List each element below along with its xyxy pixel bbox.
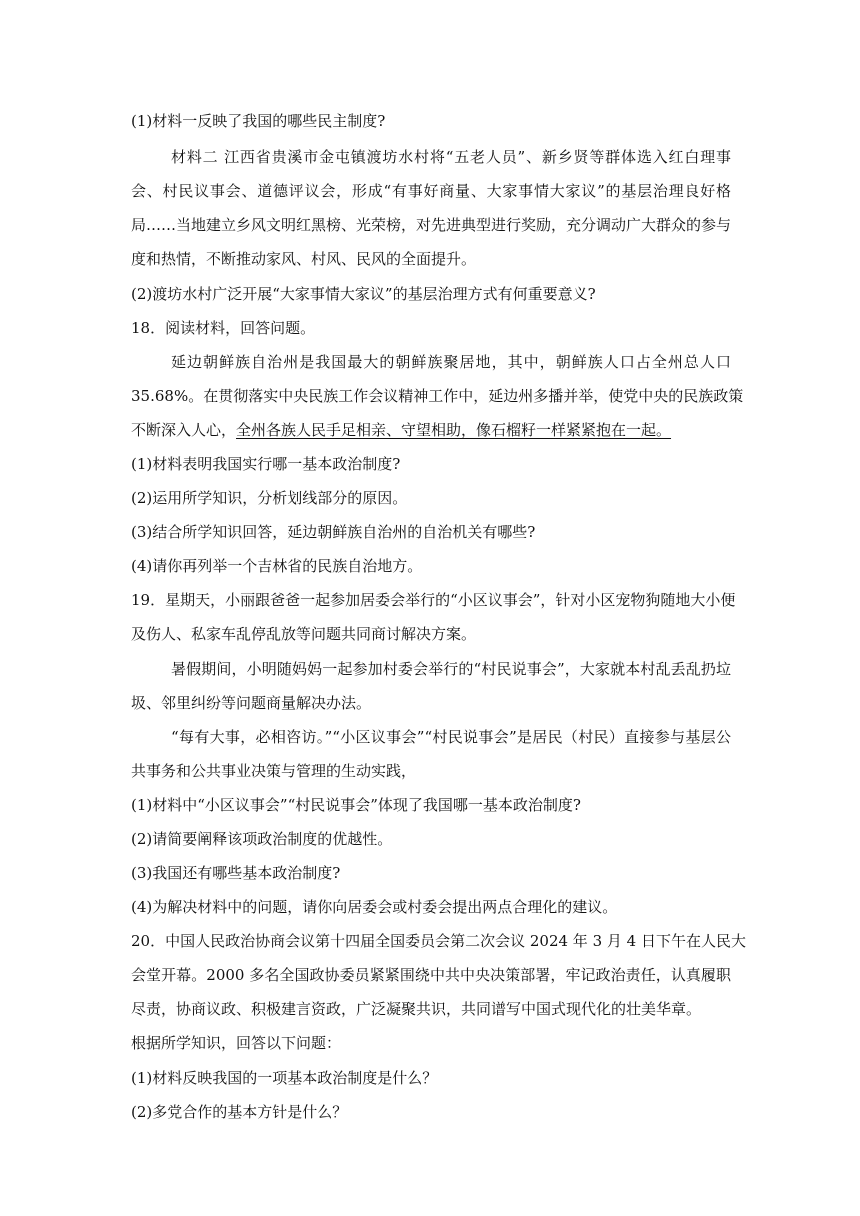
q18-material-line-2: 35.68%。在贯彻落实中央民族工作会议精神工作中，延边州多播并举，使党中央的民族政策	[131, 387, 744, 405]
q18-sub1: (1)材料表明我国实行哪一基本政治制度?	[131, 455, 401, 473]
q18-sub2: (2)运用所学知识，分析划线部分的原因。	[131, 489, 408, 507]
q17-sub2: (2)渡坊水村广泛开展“大家事情大家议”的基层治理方式有何重要意义?	[131, 285, 596, 303]
q20-instruction: 根据所学知识，回答以下问题：	[131, 1034, 342, 1052]
q19-sub3: (3)我国还有哪些基本政治制度?	[131, 864, 341, 882]
material-2-line-3: 局……当地建立乡风文明红黑榜、光荣榜，对先进典型进行奖励，充分调动广大群众的参与	[131, 216, 732, 234]
q20-sub2: (2)多党合作的基本方针是什么？	[131, 1103, 348, 1121]
q18-sub3: (3)结合所学知识回答，延边朝鲜族自治州的自治机关有哪些?	[131, 523, 536, 541]
q19-line-2: 及伤人、私家车乱停乱放等问题共同商讨解决方案。	[131, 625, 477, 643]
q19-sub1: (1)材料中“小区议事会”“村民说事会”体现了我国哪一基本政治制度?	[131, 796, 581, 814]
q20-line-2: 会堂开幕。2000 多名全国政协委员紧紧围绕中共中央决策部署，牢记政治责任，认真履职	[131, 966, 731, 984]
q19-sub2: (2)请简要阐释该项政治制度的优越性。	[131, 830, 393, 848]
q19-line-4: 圾、邻里纠纷等问题商量解决办法。	[131, 694, 372, 712]
material-2-line-2: 会、村民议事会、道德评议会，形成“有事好商量、大家事情大家议”的基层治理良好格	[131, 182, 731, 200]
q18-material-line-3	[131, 420, 731, 440]
q19-line-3: 暑假期间，小明随妈妈一起参加村委会举行的“村民说事会”，大家就本村乱丢乱扔垃	[171, 660, 731, 678]
q19-sub4: (4)为解决材料中的问题，请你向居委会或村委会提出两点合理化的建议。	[131, 898, 618, 916]
q18-material-line-1: 延边朝鲜族自治州是我国最大的朝鲜族聚居地，其中，朝鲜族人口占全州总人口	[171, 353, 731, 371]
q17-sub1: (1)材料一反映了我国的哪些民主制度?	[131, 112, 386, 130]
underlined-text: 全州各族人民手足相亲、守望相助，像石榴籽一样紧紧抱在一起。	[236, 421, 672, 439]
q18-sub4: (4)请你再列举一个吉林省的民族自治地方。	[131, 557, 423, 575]
material-2-line-4: 度和热情，不断推动家风、村风、民风的全面提升。	[131, 250, 477, 268]
q19-line-1: 19．星期天，小丽跟爸爸一起参加居委会举行的“小区议事会”，针对小区宠物狗随地大小便	[131, 591, 736, 609]
q19-line-6: 共事务和公共事业决策与管理的生动实践，	[131, 762, 417, 780]
q18-material-text: 不断深入人心，	[131, 421, 237, 439]
material-2-line-1: 材料二 江西省贵溪市金屯镇渡坊水村将“五老人员”、新乡贤等群体选入红白理事	[171, 148, 731, 166]
q20-line-3: 尽责，协商议政、积极建言资政，广泛凝聚共识，共同谱写中国式现代化的壮美华章。	[131, 1000, 702, 1018]
q18-title: 18．阅读材料，回答问题。	[131, 319, 316, 337]
q19-line-5: “每有大事，必相咨访。”“小区议事会”“村民说事会”是居民（村民）直接参与基层公	[171, 728, 731, 746]
q20-sub1: (1)材料反映我国的一项基本政治制度是什么？	[131, 1069, 438, 1087]
q20-line-1: 20．中国人民政治协商会议第十四届全国委员会第二次会议 2024 年 3 月 4 日下午在人民大	[131, 932, 746, 950]
